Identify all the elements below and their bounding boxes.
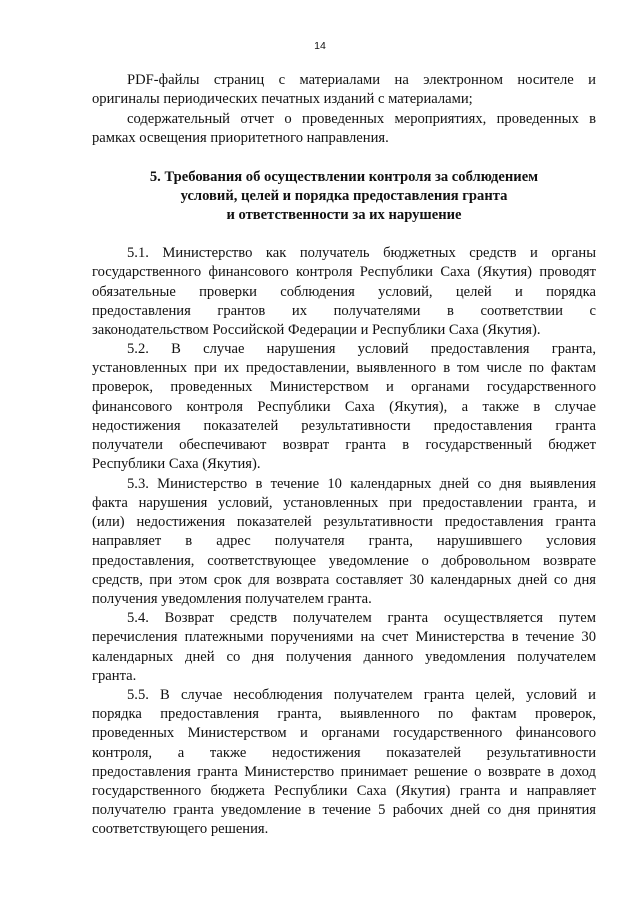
p5-line-8: соответствующего решения. [92,821,269,837]
section-heading-line-1: 5. Требования об осуществлении контроля за соблюдением [149,169,539,185]
p2-line-3: проверок, проведенных Министерством и органами государственного [92,379,596,395]
p3-line-2: факта нарушения условий, установленных при предоставлении гранта, и [92,495,596,511]
p4-line-2: перечисления платежными поручениями на счет Министерства в течение 30 [92,629,596,645]
p2-line-7: Республики Саха (Якутия). [92,456,261,472]
p1-line-3: обязательные проверки соблюдения условий, целей и порядка [92,284,596,300]
p3-line-6: средств, при этом срок для возврата составляет 30 календарных дней со дня [92,572,596,588]
p5-line-5: предоставления гранта Министерство принимает решение о возврате в доход [92,764,596,780]
p1-line-4: предоставления грантов их получателями в соответствии с [92,303,596,319]
p4-line-4: гранта. [92,668,137,684]
page-number: 14 [314,40,326,52]
intro-line-3: содержательный отчет о проведенных мероприятиях, проведенных в [127,111,596,127]
intro-line-4: рамках освещения приоритетного направления. [92,130,389,146]
section-heading-line-3: и ответственности за их нарушение [226,207,462,223]
p2-line-1: 5.2. В случае нарушения условий предоставления гранта, [127,341,596,357]
p4-line-3: календарных дней со дня получения данного уведомления получателем [92,649,596,665]
p5-line-3: проведенных Министерством и органами государственного финансового [92,725,596,741]
p3-line-4: направляет в адрес получателя гранта, нарушившего условия [92,533,596,549]
intro-line-2: оригиналы периодических печатных изданий с материалами; [92,91,473,107]
p5-line-1: 5.5. В случае несоблюдения получателем гранта целей, условий и [127,687,596,703]
p2-line-2: установленных при их предоставлении, выявленного в том числе по фактам [92,360,596,376]
p2-line-4: финансового контроля Республики Саха (Якутия), а также в случае [92,399,596,415]
p1-line-5: законодательством Российской Федерации и Республики Саха (Якутия). [92,322,541,338]
p3-line-1: 5.3. Министерство в течение 10 календарных дней со дня выявления [127,476,596,492]
p5-line-4: контроля, а также недостижения показателей результативности [92,745,596,761]
p1-line-1: 5.1. Министерство как получатель бюджетных средств и органы [127,245,596,261]
p5-line-2: порядка предоставления гранта, выявленного по фактам проверок, [92,706,596,722]
p3-line-5: предоставления, соответствующее уведомление о добровольном возврате [92,553,596,569]
p3-line-3: (или) недостижения показателей результативности предоставления гранта [92,514,596,530]
p4-line-1: 5.4. Возврат средств получателем гранта осуществляется путем [127,610,596,626]
p2-line-5: недостижения показателей результативности предоставления гранта [92,418,596,434]
section-heading-line-2: условий, целей и порядка предоставления гранта [180,188,508,204]
intro-line-1: PDF-файлы страниц с материалами на электронном носителе и [127,72,596,88]
p3-line-7: получения уведомления получателем гранта. [92,591,372,607]
p5-line-6: государственного бюджета Республики Саха (Якутия) гранта и направляет [92,783,596,799]
p2-line-6: получатели обеспечивают возврат гранта в государственный бюджет [92,437,596,453]
p1-line-2: государственного финансового контроля Республики Саха (Якутия) проводят [92,264,596,280]
p5-line-7: получателю гранта уведомление в течение 5 рабочих дней со дня принятия [92,802,596,818]
